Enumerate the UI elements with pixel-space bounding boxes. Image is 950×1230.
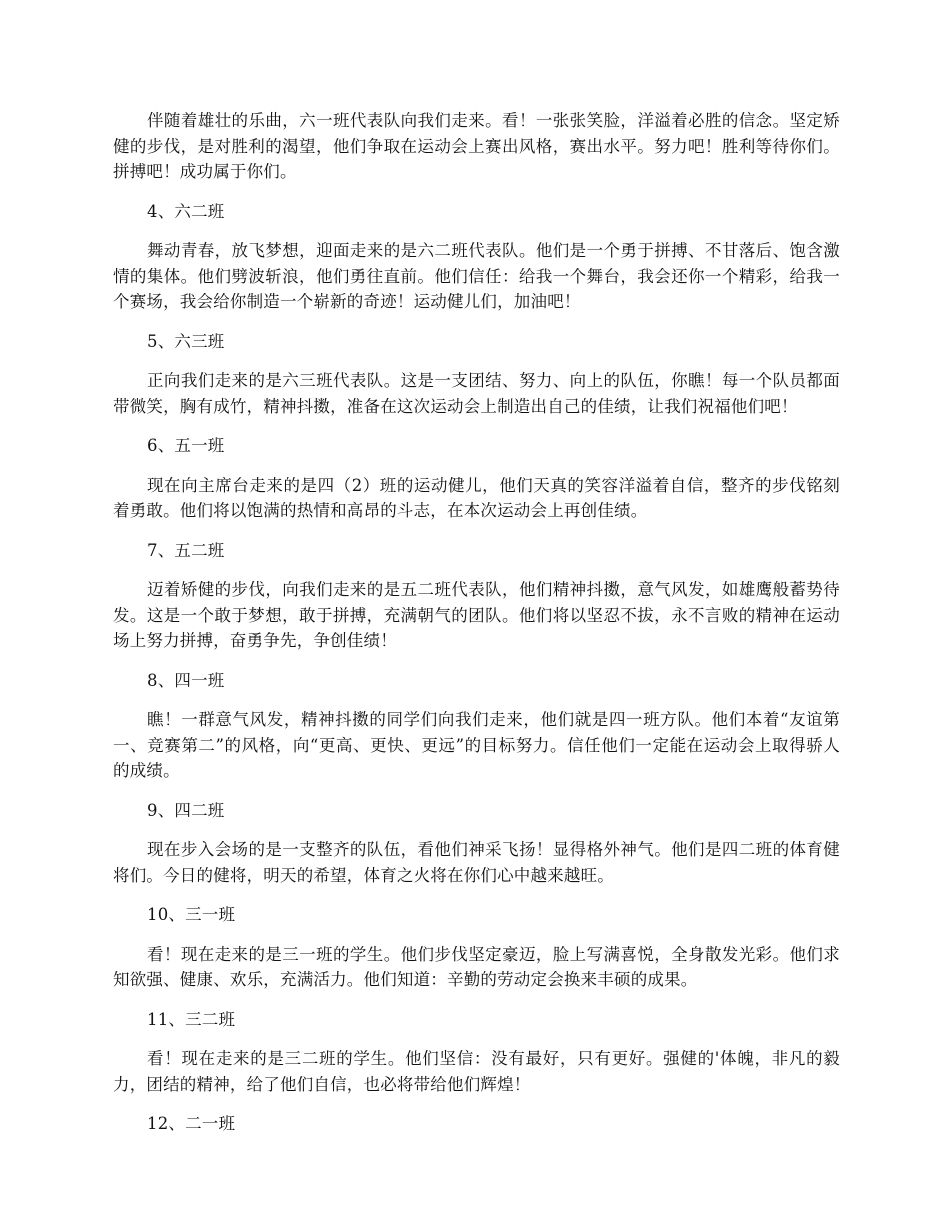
paragraph-class-4-2: 现在步入会场的是一支整齐的队伍，看他们神采飞扬！显得格外神气。他们是四二班的体育健将们。今日的健将，明天的希望，体育之火将在你们心中越来越旺。 [113,840,840,885]
document-page [113,108,840,1137]
heading-class-2-1: 12、二一班 [147,1114,236,1133]
paragraph-class-5-2: 迈着矫健的步伐，向我们走来的是五二班代表队，他们精神抖擞，意气风发，如雄鹰般蓄势待发。这是一个敢于梦想，敢于拼搏，充满朝气的团队。他们将以坚忍不拔，永不言败的精神在运动场上努力拼搏，奋勇争先，争创佳绩！ [113,580,840,650]
heading-class-6-2: 4、六二班 [147,201,225,221]
paragraph-class-3-1: 看！现在走来的是三一班的学生。他们步伐坚定豪迈，脸上写满喜悦，全身散发光彩。他们求知欲强、健康、欢乐，充满活力。他们知道：辛勤的劳动定会换来丰硕的成果。 [113,944,840,989]
paragraph-intro: 伴随着雄壮的乐曲，六一班代表队向我们走来。看！一张张笑脸，洋溢着必胜的信念。坚定矫健的步伐，是对胜利的渴望，他们争取在运动会上赛出风格，赛出水平。努力吧！胜利等待你们。拼搏吧！成功属于你们。 [113,111,840,181]
paragraph-class-6-3: 正向我们走来的是六三班代表队。这是一支团结、努力、向上的队伍，你瞧！每一个队员都面带微笑，胸有成竹，精神抖擞，准备在这次运动会上制造出自己的佳绩，让我们祝福他们吧！ [113,371,840,416]
heading-class-4-1: 8、四一班 [147,670,225,690]
heading-class-4-2: 9、四二班 [147,800,225,820]
paragraph-class-5-1: 现在向主席台走来的是四（2）班的运动健儿，他们天真的笑容洋溢着自信，整齐的步伐铭刻着勇敢。他们将以饱满的热情和高昂的斗志，在本次运动会上再创佳绩。 [113,475,840,520]
heading-class-5-1: 6、五一班 [147,436,225,455]
heading-class-5-2: 7、五二班 [147,540,225,560]
paragraph-class-4-1: 瞧！一群意气风发，精神抖擞的同学们向我们走来，他们就是四一班方队。他们本着“友谊第一、竞赛第二”的风格，向“更高、更快、更远”的目标努力。信任他们一定能在运动会上取得骄人的成绩。 [113,710,840,780]
heading-class-3-2: 11、三二班 [147,1009,236,1029]
heading-class-3-1: 10、三一班 [147,905,236,924]
heading-class-6-3: 5、六三班 [147,331,225,351]
paragraph-class-3-2: 看！现在走来的是三二班的学生。他们坚信：没有最好，只有更好。强健的'体魄，非凡的毅力，团结的精神，给了他们自信，也必将带给他们辉煌！ [113,1049,840,1094]
paragraph-class-6-2: 舞动青春，放飞梦想，迎面走来的是六二班代表队。他们是一个勇于拼搏、不甘落后、饱含激情的集体。他们劈波斩浪，他们勇往直前。他们信任：给我一个舞台，我会还你一个精彩，给我一个赛场，我会给你制造一个崭新的奇迹！运动健儿们，加油吧！ [113,241,840,311]
